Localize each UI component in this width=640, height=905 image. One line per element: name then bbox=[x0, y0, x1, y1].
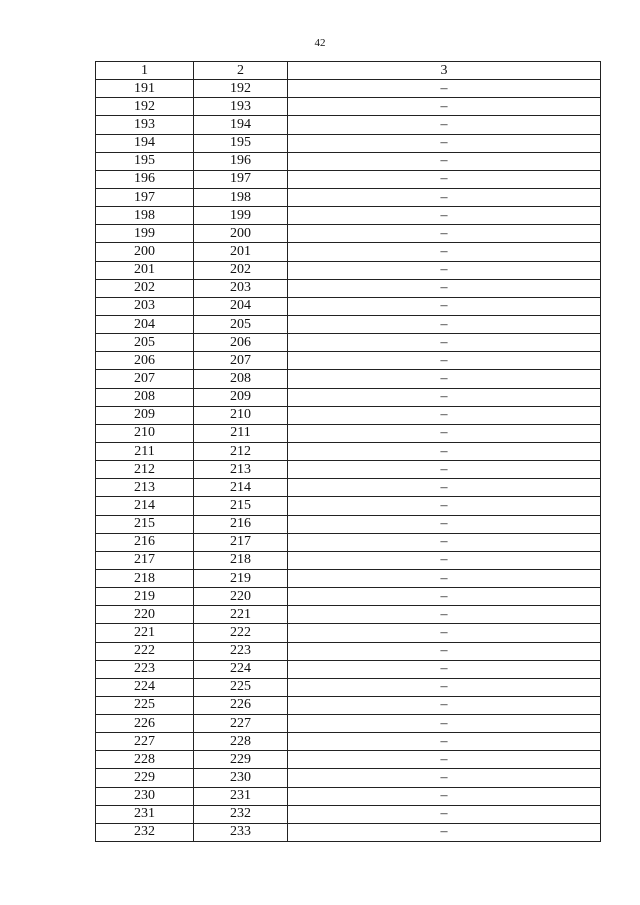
table-cell: 216 bbox=[96, 533, 194, 551]
table-cell: 205 bbox=[194, 315, 288, 333]
header-row bbox=[96, 62, 601, 80]
table-row bbox=[96, 152, 601, 170]
table-cell: – bbox=[288, 805, 601, 823]
table-cell: 198 bbox=[194, 188, 288, 206]
table-row bbox=[96, 569, 601, 587]
table-row bbox=[96, 642, 601, 660]
table-cell: – bbox=[288, 606, 601, 624]
table-cell: 232 bbox=[194, 805, 288, 823]
table-row bbox=[96, 279, 601, 297]
table-cell: 212 bbox=[96, 461, 194, 479]
column-header: 2 bbox=[194, 62, 288, 80]
table-cell: – bbox=[288, 787, 601, 805]
table-cell: – bbox=[288, 424, 601, 442]
table-cell: 207 bbox=[194, 352, 288, 370]
table-cell: 216 bbox=[194, 515, 288, 533]
table-cell: – bbox=[288, 152, 601, 170]
table-cell: 200 bbox=[96, 243, 194, 261]
table-cell: 206 bbox=[96, 352, 194, 370]
table-cell: 194 bbox=[194, 116, 288, 134]
table-body bbox=[96, 80, 601, 842]
table-cell: 192 bbox=[96, 98, 194, 116]
table-cell: 204 bbox=[96, 315, 194, 333]
table-row bbox=[96, 787, 601, 805]
table-cell: 199 bbox=[96, 225, 194, 243]
table-cell: 210 bbox=[194, 406, 288, 424]
table-cell: 213 bbox=[96, 479, 194, 497]
table-cell: – bbox=[288, 769, 601, 787]
table-cell: 211 bbox=[96, 442, 194, 460]
table-cell: 214 bbox=[194, 479, 288, 497]
table-cell: – bbox=[288, 461, 601, 479]
table-cell: – bbox=[288, 207, 601, 225]
table-cell: 197 bbox=[194, 170, 288, 188]
table-cell: – bbox=[288, 225, 601, 243]
table-cell: 229 bbox=[194, 751, 288, 769]
table-row bbox=[96, 261, 601, 279]
table-cell: 225 bbox=[96, 696, 194, 714]
table-cell: 195 bbox=[96, 152, 194, 170]
table-cell: 213 bbox=[194, 461, 288, 479]
table-row bbox=[96, 769, 601, 787]
table-row bbox=[96, 551, 601, 569]
table-row bbox=[96, 134, 601, 152]
table-cell: – bbox=[288, 588, 601, 606]
table-cell: – bbox=[288, 388, 601, 406]
table-cell: 217 bbox=[96, 551, 194, 569]
table-row bbox=[96, 678, 601, 696]
table-cell: – bbox=[288, 261, 601, 279]
table-cell: – bbox=[288, 243, 601, 261]
table-cell: – bbox=[288, 497, 601, 515]
table-row bbox=[96, 424, 601, 442]
table-cell: – bbox=[288, 98, 601, 116]
table-row bbox=[96, 461, 601, 479]
table-cell: 219 bbox=[194, 569, 288, 587]
table-cell: 233 bbox=[194, 823, 288, 841]
table-cell: 195 bbox=[194, 134, 288, 152]
table-cell: – bbox=[288, 551, 601, 569]
table-cell: 196 bbox=[194, 152, 288, 170]
table-row bbox=[96, 207, 601, 225]
table-cell: – bbox=[288, 406, 601, 424]
table-cell: 217 bbox=[194, 533, 288, 551]
table-cell: 223 bbox=[194, 642, 288, 660]
table-cell: 209 bbox=[194, 388, 288, 406]
table-cell: 221 bbox=[96, 624, 194, 642]
table-row bbox=[96, 715, 601, 733]
table-row bbox=[96, 751, 601, 769]
table-cell: – bbox=[288, 533, 601, 551]
table-cell: – bbox=[288, 715, 601, 733]
table-row bbox=[96, 80, 601, 98]
table-row bbox=[96, 116, 601, 134]
table-cell: 215 bbox=[194, 497, 288, 515]
table-cell: – bbox=[288, 660, 601, 678]
table-row bbox=[96, 442, 601, 460]
data-table bbox=[95, 61, 601, 842]
table-cell: 218 bbox=[194, 551, 288, 569]
table-cell: 193 bbox=[96, 116, 194, 134]
table-row bbox=[96, 696, 601, 714]
table-cell: – bbox=[288, 116, 601, 134]
table-row bbox=[96, 98, 601, 116]
table-row bbox=[96, 733, 601, 751]
table-cell: – bbox=[288, 442, 601, 460]
table-cell: 191 bbox=[96, 80, 194, 98]
table-cell: 225 bbox=[194, 678, 288, 696]
table-cell: 226 bbox=[194, 696, 288, 714]
table-cell: 222 bbox=[96, 642, 194, 660]
table-cell: 201 bbox=[96, 261, 194, 279]
table-cell: 230 bbox=[194, 769, 288, 787]
table-cell: 198 bbox=[96, 207, 194, 225]
table-cell: – bbox=[288, 624, 601, 642]
table-cell: 228 bbox=[194, 733, 288, 751]
table-cell: – bbox=[288, 733, 601, 751]
table-row bbox=[96, 334, 601, 352]
table-cell: 212 bbox=[194, 442, 288, 460]
table-cell: – bbox=[288, 279, 601, 297]
table-cell: 232 bbox=[96, 823, 194, 841]
table-row bbox=[96, 823, 601, 841]
table-cell: 220 bbox=[96, 606, 194, 624]
table-cell: 227 bbox=[194, 715, 288, 733]
table-cell: – bbox=[288, 823, 601, 841]
table-cell: – bbox=[288, 188, 601, 206]
table-header bbox=[96, 62, 601, 80]
table-row bbox=[96, 515, 601, 533]
table-cell: 203 bbox=[96, 297, 194, 315]
table-cell: 220 bbox=[194, 588, 288, 606]
table-cell: 201 bbox=[194, 243, 288, 261]
column-header: 3 bbox=[288, 62, 601, 80]
table-cell: 224 bbox=[194, 660, 288, 678]
table-row bbox=[96, 533, 601, 551]
table-cell: 193 bbox=[194, 98, 288, 116]
table-row bbox=[96, 388, 601, 406]
table-row bbox=[96, 497, 601, 515]
table-cell: 229 bbox=[96, 769, 194, 787]
table-row bbox=[96, 188, 601, 206]
table-row bbox=[96, 624, 601, 642]
table-row bbox=[96, 170, 601, 188]
table-row bbox=[96, 479, 601, 497]
table-cell: 219 bbox=[96, 588, 194, 606]
table-cell: 227 bbox=[96, 733, 194, 751]
table-cell: – bbox=[288, 334, 601, 352]
table-cell: 209 bbox=[96, 406, 194, 424]
table-cell: 206 bbox=[194, 334, 288, 352]
table-cell: 218 bbox=[96, 569, 194, 587]
table-cell: – bbox=[288, 678, 601, 696]
table-cell: 215 bbox=[96, 515, 194, 533]
table-cell: – bbox=[288, 569, 601, 587]
table-cell: 231 bbox=[194, 787, 288, 805]
table-cell: 204 bbox=[194, 297, 288, 315]
table-cell: 208 bbox=[194, 370, 288, 388]
page-number: 42 bbox=[314, 37, 326, 49]
column-header: 1 bbox=[96, 62, 194, 80]
table-cell: 203 bbox=[194, 279, 288, 297]
table-row bbox=[96, 805, 601, 823]
table-cell: 202 bbox=[194, 261, 288, 279]
table-cell: – bbox=[288, 751, 601, 769]
table-cell: 230 bbox=[96, 787, 194, 805]
table-cell: – bbox=[288, 696, 601, 714]
table-cell: 194 bbox=[96, 134, 194, 152]
table-row bbox=[96, 370, 601, 388]
table-cell: – bbox=[288, 370, 601, 388]
table-cell: 224 bbox=[96, 678, 194, 696]
table-cell: 205 bbox=[96, 334, 194, 352]
table-cell: – bbox=[288, 479, 601, 497]
table-cell: 226 bbox=[96, 715, 194, 733]
table-cell: 231 bbox=[96, 805, 194, 823]
table-cell: 197 bbox=[96, 188, 194, 206]
table-row bbox=[96, 406, 601, 424]
table-cell: – bbox=[288, 134, 601, 152]
table-cell: – bbox=[288, 352, 601, 370]
table-cell: – bbox=[288, 297, 601, 315]
table-cell: 200 bbox=[194, 225, 288, 243]
table-cell: 214 bbox=[96, 497, 194, 515]
table-cell: – bbox=[288, 515, 601, 533]
table-cell: 208 bbox=[96, 388, 194, 406]
table-row bbox=[96, 297, 601, 315]
table-cell: 222 bbox=[194, 624, 288, 642]
table-row bbox=[96, 606, 601, 624]
table-cell: 207 bbox=[96, 370, 194, 388]
table-cell: 192 bbox=[194, 80, 288, 98]
table-cell: 210 bbox=[96, 424, 194, 442]
table-cell: 199 bbox=[194, 207, 288, 225]
table-row bbox=[96, 243, 601, 261]
table-row bbox=[96, 588, 601, 606]
table-cell: 196 bbox=[96, 170, 194, 188]
table-cell: – bbox=[288, 642, 601, 660]
table-row bbox=[96, 352, 601, 370]
table-cell: 202 bbox=[96, 279, 194, 297]
table-cell: 221 bbox=[194, 606, 288, 624]
table-cell: 228 bbox=[96, 751, 194, 769]
table-row bbox=[96, 660, 601, 678]
table-row bbox=[96, 315, 601, 333]
table-cell: – bbox=[288, 80, 601, 98]
table-cell: 211 bbox=[194, 424, 288, 442]
table-cell: – bbox=[288, 170, 601, 188]
table-cell: – bbox=[288, 315, 601, 333]
table-row bbox=[96, 225, 601, 243]
table-cell: 223 bbox=[96, 660, 194, 678]
